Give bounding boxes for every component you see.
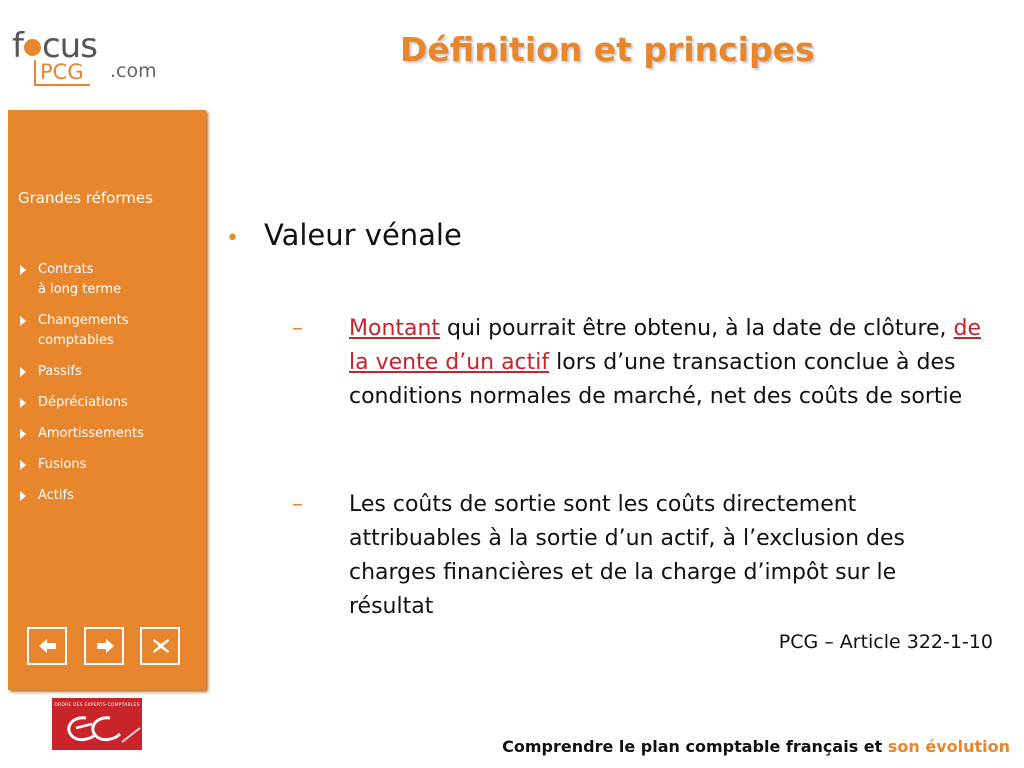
close-button[interactable] (140, 627, 180, 665)
sidebar-item-depreciations[interactable]: Dépréciations (18, 393, 144, 413)
logo-focus: f cus (12, 26, 97, 66)
triangle-right-icon (20, 491, 26, 501)
sidebar-item-changements[interactable]: Changements comptables (18, 311, 144, 351)
sidebar-item-fusions[interactable]: Fusions (18, 455, 144, 475)
triangle-right-icon (20, 460, 26, 470)
sidebar-heading: Grandes réformes (18, 189, 153, 207)
main-bullet-text: Valeur vénale (264, 218, 462, 252)
sidebar-item-amortissements[interactable]: Amortissements (18, 424, 144, 444)
sidebar-menu (18, 260, 144, 517)
focus-pcg-logo (10, 26, 170, 86)
sidebar-item-actifs[interactable]: Actifs (18, 486, 144, 506)
montant-link[interactable]: Montant (349, 316, 441, 341)
logo-com: .com (110, 60, 157, 82)
triangle-right-icon (20, 367, 26, 377)
triangle-right-icon (20, 265, 26, 275)
sub-bullet-1-text: Montant qui pourrait être obtenu, à la date de clôture, de la vente d’un actif lors d’une transaction conclue à des conditions normales de marché, net des coûts de sortie (349, 316, 982, 409)
dash-bullet: – (292, 316, 303, 341)
triangle-right-icon (20, 429, 26, 439)
triangle-right-icon (20, 398, 26, 408)
sidebar-item-passifs[interactable]: Passifs (18, 362, 144, 382)
ordre-experts-comptables-logo: ORDRE DES EXPERTS-COMPTABLES (52, 698, 142, 750)
footer: Comprendre le plan comptable français et son évolution (502, 737, 1010, 756)
previous-button[interactable] (27, 627, 67, 665)
next-button[interactable] (84, 627, 124, 665)
bullet-dot: • (226, 226, 239, 251)
arrow-right-icon (95, 637, 115, 655)
close-icon (151, 637, 171, 655)
article-reference: PCG – Article 322-1-10 (778, 631, 993, 653)
logo-dot-icon (24, 39, 41, 56)
dash-bullet: – (292, 492, 303, 517)
vente-actif-link[interactable]: de la vente d’un actif (349, 316, 982, 375)
ec-emblem-icon (52, 698, 142, 750)
logo-pcg: PCG (34, 60, 90, 86)
sidebar-item-contrats[interactable]: Contrats à long terme (18, 260, 144, 300)
sub-bullet-2-text: Les coûts de sortie sont les coûts directement attribuables à la sortie d’un actif, à l’exclusion des charges financières et de la charge d’impôt sur le résultat (349, 492, 905, 619)
sidebar (8, 110, 206, 690)
page-title: Définition et principes (400, 30, 815, 69)
arrow-left-icon (38, 637, 58, 655)
triangle-right-icon (20, 316, 26, 326)
